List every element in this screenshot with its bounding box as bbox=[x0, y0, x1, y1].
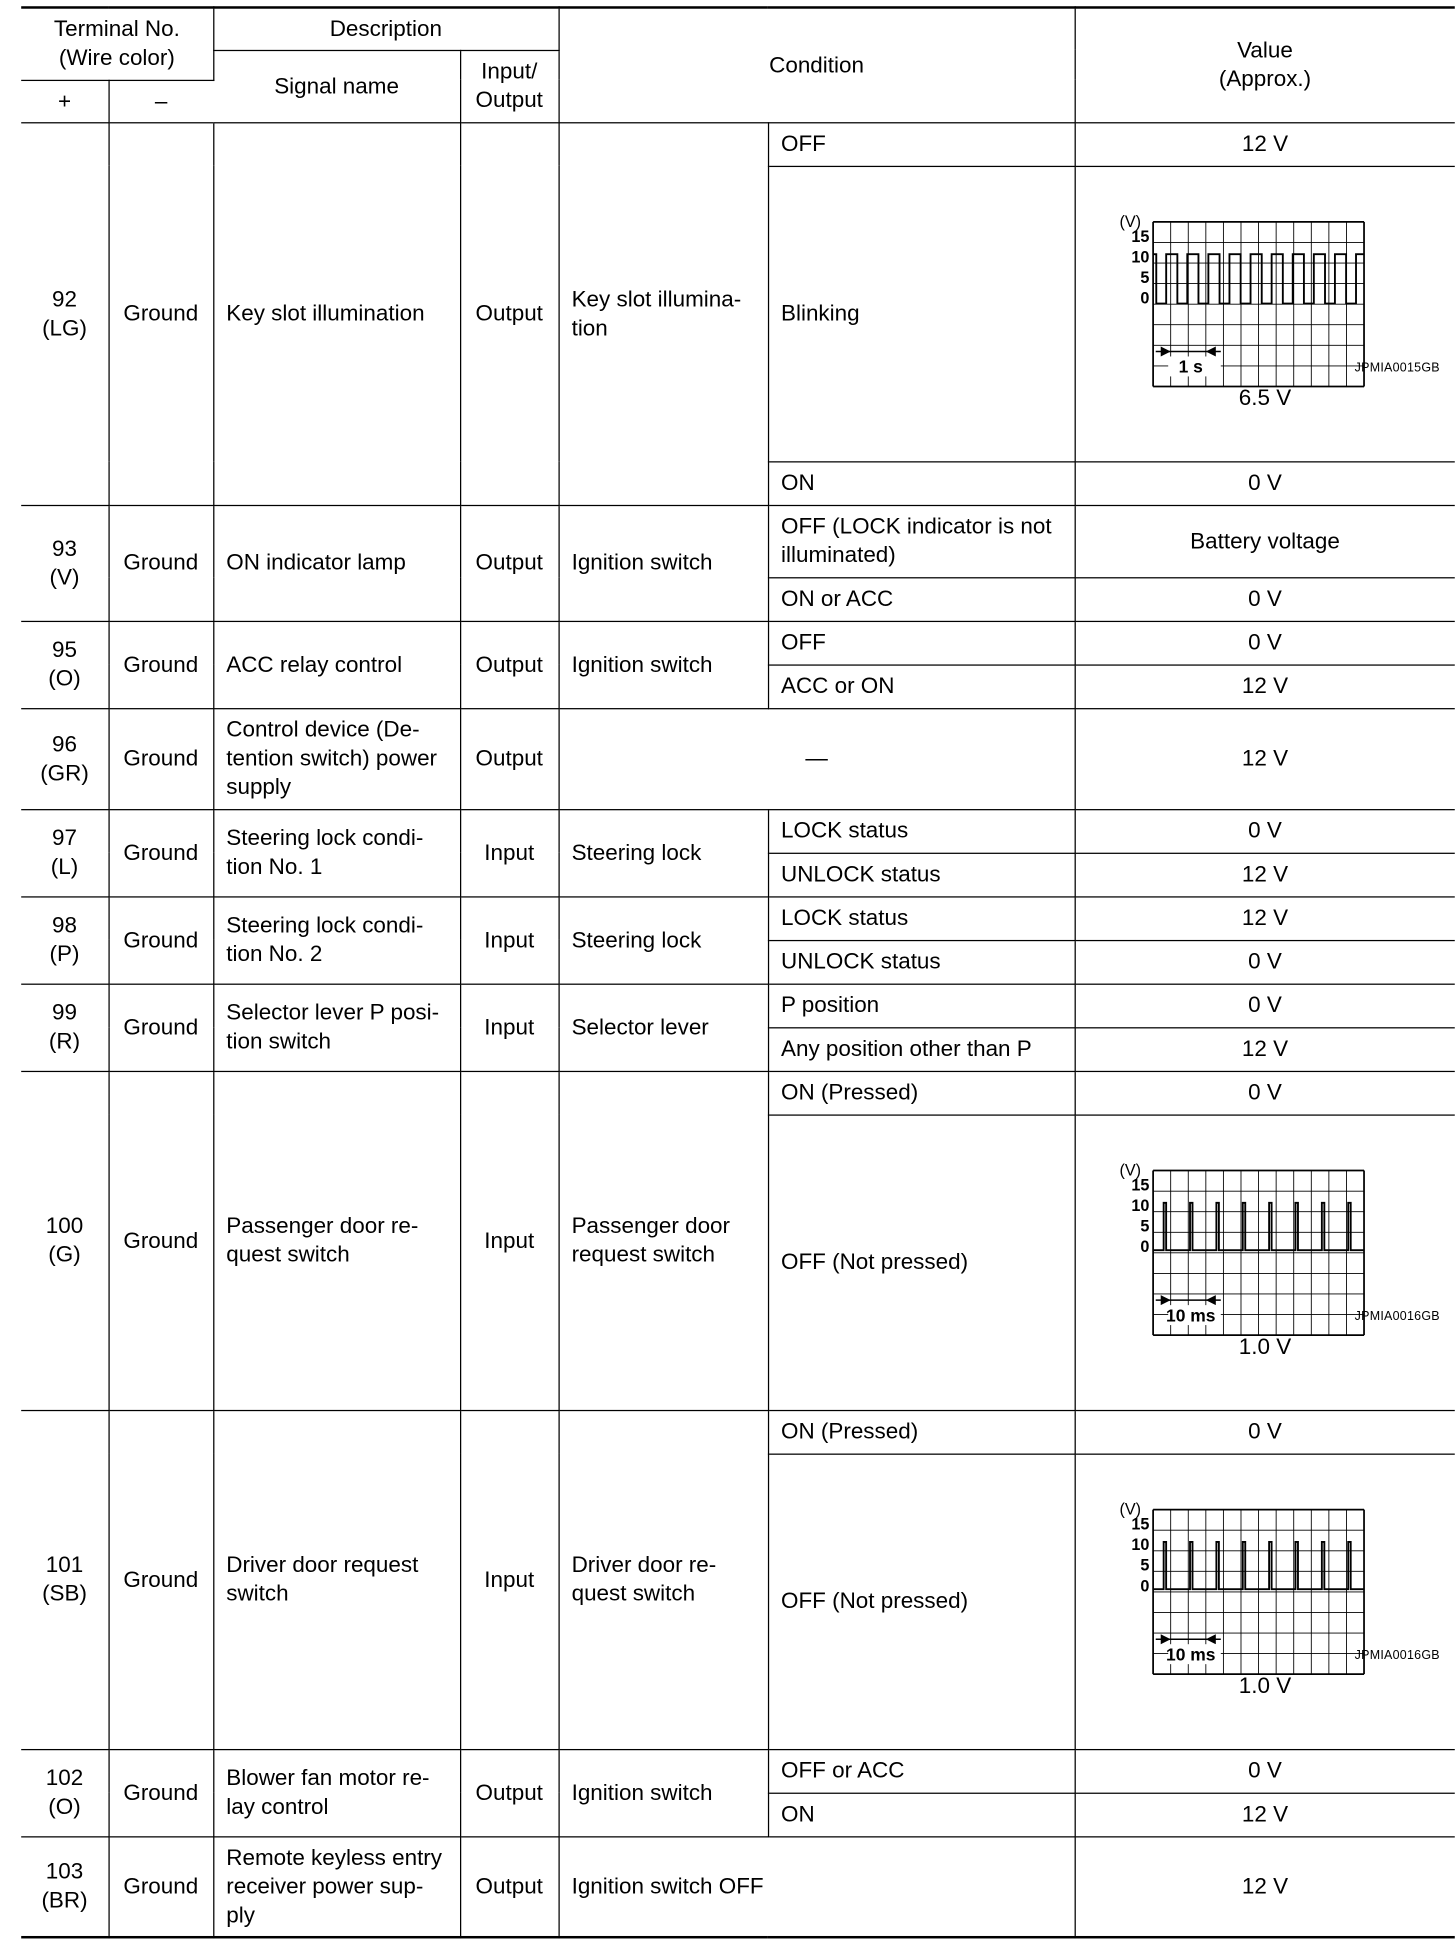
condition-cell: LOCK status bbox=[768, 809, 1075, 853]
condition-cell: UNLOCK status bbox=[768, 853, 1075, 897]
oscilloscope-figure bbox=[1075, 1454, 1455, 1748]
header-description: Description bbox=[213, 7, 558, 49]
condition-main-cell: Ignition switch bbox=[558, 1749, 767, 1836]
ground-cell: Ground bbox=[108, 1749, 213, 1836]
condition-cell: Ignition switch OFF bbox=[558, 1836, 1074, 1937]
time-marker-arrow bbox=[1160, 346, 1170, 356]
oscilloscope-cell bbox=[1075, 1114, 1455, 1409]
figure-code: JPMIA0016GB bbox=[1354, 1309, 1440, 1324]
ground-cell: Ground bbox=[108, 621, 213, 708]
condition-main-cell: Steering lock bbox=[558, 809, 767, 896]
ground-cell: Ground bbox=[108, 1410, 213, 1749]
signal-name-cell: Passenger door re-quest switch bbox=[213, 1071, 460, 1410]
value-cell: 0 V bbox=[1075, 940, 1455, 984]
terminal-number: 96 bbox=[52, 731, 77, 757]
header-row-1 bbox=[21, 7, 1455, 49]
signal-name-cell: Steering lock condi-tion No. 1 bbox=[213, 809, 460, 896]
header-value-approx: (Approx.) bbox=[1218, 66, 1312, 92]
signal-name-cell: ON indicator lamp bbox=[213, 505, 460, 621]
time-scale-label: 1 s bbox=[1178, 356, 1203, 377]
y-tick-label: 15 bbox=[1130, 1514, 1149, 1533]
table-row bbox=[21, 621, 1455, 665]
header-io-line1: Input/ bbox=[481, 58, 538, 84]
terminal-number: 97 bbox=[52, 825, 77, 851]
ground-cell: Ground bbox=[108, 1071, 213, 1410]
wire-color: (L) bbox=[50, 853, 79, 879]
signal-name-cell: Selector lever P posi-tion switch bbox=[213, 984, 460, 1071]
value-cell: 12 V bbox=[1075, 1793, 1455, 1837]
terminal-number: 95 bbox=[52, 637, 77, 662]
condition-main-cell: Ignition switch bbox=[558, 621, 767, 708]
terminal-number: 103 bbox=[45, 1858, 84, 1884]
table-row bbox=[21, 1071, 1455, 1115]
terminal-cell bbox=[21, 896, 108, 983]
terminal-cell bbox=[21, 809, 108, 896]
terminal-cell bbox=[21, 122, 108, 505]
io-cell: Output bbox=[460, 122, 559, 505]
io-cell: Output bbox=[460, 1749, 559, 1836]
header-condition: Condition bbox=[558, 7, 1074, 122]
condition-cell: P position bbox=[768, 984, 1075, 1028]
wire-color: (G) bbox=[48, 1241, 81, 1267]
condition-cell: ON bbox=[768, 1793, 1075, 1837]
header-signal-name: Signal name bbox=[213, 50, 460, 122]
table-row bbox=[21, 984, 1455, 1028]
value-cell: 12 V bbox=[1075, 664, 1455, 708]
axis-unit: (V) bbox=[1118, 212, 1141, 231]
oscilloscope-cell bbox=[1075, 166, 1455, 461]
condition-cell: Any position other than P bbox=[768, 1027, 1075, 1071]
ground-cell: Ground bbox=[108, 984, 213, 1071]
terminal-number: 99 bbox=[52, 999, 77, 1025]
condition-main-cell: Passenger door request switch bbox=[558, 1071, 767, 1410]
terminal-cell bbox=[21, 984, 108, 1071]
oscilloscope-figure bbox=[1075, 1115, 1455, 1409]
condition-cell: ON (Pressed) bbox=[768, 1071, 1075, 1115]
terminal-number: 100 bbox=[45, 1212, 84, 1238]
header-value bbox=[1075, 7, 1455, 122]
oscilloscope-graph bbox=[1075, 1115, 1454, 1409]
table-row bbox=[21, 809, 1455, 853]
value-cell: 0 V bbox=[1075, 621, 1455, 665]
y-tick-label: 0 bbox=[1139, 1576, 1149, 1595]
wire-color: (R) bbox=[48, 1028, 81, 1054]
scope-value: 6.5 V bbox=[1238, 384, 1292, 410]
wire-color: (SB) bbox=[42, 1580, 87, 1606]
value-cell: 12 V bbox=[1075, 1836, 1455, 1937]
value-cell: 12 V bbox=[1075, 1027, 1455, 1071]
io-cell: Output bbox=[460, 621, 559, 708]
terminal-number: 102 bbox=[45, 1765, 84, 1791]
condition-cell: Blinking bbox=[768, 166, 1075, 461]
y-tick-label: 15 bbox=[1130, 227, 1149, 246]
time-marker-arrow bbox=[1160, 1295, 1170, 1305]
oscilloscope-graph bbox=[1075, 166, 1454, 460]
signal-name-cell: Remote keyless entry receiver power sup-ply bbox=[213, 1836, 460, 1937]
condition-main-cell: Selector lever bbox=[558, 984, 767, 1071]
header-value-label: Value bbox=[1237, 37, 1293, 63]
io-cell: Input bbox=[460, 809, 559, 896]
table-row bbox=[21, 122, 1455, 166]
ground-cell: Ground bbox=[108, 1836, 213, 1937]
y-tick-label: 5 bbox=[1139, 1556, 1149, 1575]
terminal-cell bbox=[21, 1749, 108, 1836]
wire-color: (BR) bbox=[41, 1887, 88, 1913]
wire-color: (V) bbox=[49, 564, 80, 590]
terminal-cell bbox=[21, 1071, 108, 1410]
wire-color: (P) bbox=[49, 941, 80, 967]
time-marker-arrow bbox=[1205, 1295, 1215, 1305]
condition-cell: ACC or ON bbox=[768, 664, 1075, 708]
figure-code: JPMIA0016GB bbox=[1354, 1648, 1440, 1663]
terminal-cell bbox=[21, 621, 108, 708]
value-cell: 12 V bbox=[1075, 853, 1455, 897]
y-tick-label: 10 bbox=[1130, 1535, 1149, 1554]
time-marker-arrow bbox=[1205, 1634, 1215, 1644]
table-row bbox=[21, 896, 1455, 940]
ground-cell: Ground bbox=[108, 122, 213, 505]
condition-main-cell: Driver door re-quest switch bbox=[558, 1410, 767, 1749]
io-cell: Input bbox=[460, 1071, 559, 1410]
ground-cell: Ground bbox=[108, 809, 213, 896]
condition-cell: — bbox=[558, 708, 1074, 809]
condition-cell: LOCK status bbox=[768, 896, 1075, 940]
terminal-cell bbox=[21, 1836, 108, 1937]
table-row bbox=[21, 708, 1455, 809]
terminal-cell bbox=[21, 505, 108, 621]
time-marker-arrow bbox=[1160, 1634, 1170, 1644]
header-io bbox=[460, 50, 559, 122]
oscilloscope-graph bbox=[1075, 1454, 1454, 1748]
table-row bbox=[21, 505, 1455, 577]
wire-color: (O) bbox=[48, 1793, 81, 1819]
ground-cell: Ground bbox=[108, 505, 213, 621]
signal-name-cell: Driver door request switch bbox=[213, 1410, 460, 1749]
ground-cell: Ground bbox=[108, 896, 213, 983]
y-tick-label: 15 bbox=[1130, 1175, 1149, 1194]
wire-color: (O) bbox=[48, 665, 81, 691]
header-plus: + bbox=[21, 80, 108, 122]
value-cell: 12 V bbox=[1075, 708, 1455, 809]
time-scale-label: 10 ms bbox=[1165, 1643, 1215, 1664]
value-cell: 12 V bbox=[1075, 122, 1455, 166]
condition-cell: ON (Pressed) bbox=[768, 1410, 1075, 1454]
header-terminal-no-label: Terminal No. bbox=[53, 16, 180, 42]
signal-name-cell: Steering lock condi-tion No. 2 bbox=[213, 896, 460, 983]
io-cell: Output bbox=[460, 505, 559, 621]
io-cell: Input bbox=[460, 984, 559, 1071]
time-scale-label: 10 ms bbox=[1165, 1304, 1215, 1325]
value-cell: 0 V bbox=[1075, 1410, 1455, 1454]
condition-cell: OFF bbox=[768, 122, 1075, 166]
signal-name-cell: Control device (De-tention switch) power supply bbox=[213, 708, 460, 809]
terminal-number: 101 bbox=[45, 1552, 84, 1577]
condition-main-cell: Key slot illumina-tion bbox=[558, 122, 767, 505]
value-cell: 0 V bbox=[1075, 1749, 1455, 1793]
scope-value: 1.0 V bbox=[1238, 1333, 1292, 1359]
header-terminal-no bbox=[21, 7, 213, 79]
y-tick-label: 0 bbox=[1139, 288, 1149, 307]
table-row bbox=[21, 1836, 1455, 1937]
signal-name-cell: ACC relay control bbox=[213, 621, 460, 708]
table-row bbox=[21, 1410, 1455, 1454]
signal-name-cell: Key slot illumination bbox=[213, 122, 460, 505]
wire-color: (GR) bbox=[40, 759, 89, 785]
io-cell: Output bbox=[460, 708, 559, 809]
figure-code: JPMIA0015GB bbox=[1354, 360, 1440, 375]
value-cell: 0 V bbox=[1075, 461, 1455, 505]
y-tick-label: 10 bbox=[1130, 1196, 1149, 1215]
header-minus: – bbox=[108, 80, 213, 122]
condition-cell: UNLOCK status bbox=[768, 940, 1075, 984]
ground-cell: Ground bbox=[108, 708, 213, 809]
y-tick-label: 5 bbox=[1139, 1217, 1149, 1236]
condition-cell: ON or ACC bbox=[768, 577, 1075, 621]
header-wire-color-label: (Wire color) bbox=[58, 45, 175, 71]
terminal-cell bbox=[21, 1410, 108, 1749]
time-marker-arrow bbox=[1205, 346, 1215, 356]
y-tick-label: 10 bbox=[1130, 247, 1149, 266]
terminal-number: 93 bbox=[52, 535, 77, 561]
io-cell: Output bbox=[460, 1836, 559, 1937]
axis-unit: (V) bbox=[1118, 1499, 1141, 1518]
oscilloscope-cell bbox=[1075, 1454, 1455, 1749]
terminal-cell bbox=[21, 708, 108, 809]
io-cell: Input bbox=[460, 896, 559, 983]
axis-unit: (V) bbox=[1118, 1160, 1141, 1179]
terminal-spec-table bbox=[21, 6, 1455, 1938]
y-tick-label: 5 bbox=[1139, 268, 1149, 287]
value-cell: 0 V bbox=[1075, 1071, 1455, 1115]
terminal-number: 98 bbox=[52, 912, 77, 938]
table-row bbox=[21, 1749, 1455, 1793]
terminal-number: 92 bbox=[52, 286, 77, 312]
condition-main-cell: Ignition switch bbox=[558, 505, 767, 621]
wire-color: (LG) bbox=[42, 314, 87, 340]
io-cell: Input bbox=[460, 1410, 559, 1749]
value-cell: 0 V bbox=[1075, 577, 1455, 621]
value-cell: Battery voltage bbox=[1075, 505, 1455, 577]
y-tick-label: 0 bbox=[1139, 1237, 1149, 1256]
scope-value: 1.0 V bbox=[1238, 1672, 1292, 1698]
oscilloscope-figure bbox=[1075, 166, 1455, 460]
value-cell: 0 V bbox=[1075, 984, 1455, 1028]
condition-cell: OFF (Not pressed) bbox=[768, 1114, 1075, 1409]
value-cell: 12 V bbox=[1075, 896, 1455, 940]
condition-cell: ON bbox=[768, 461, 1075, 505]
header-io-line2: Output bbox=[475, 87, 543, 113]
condition-cell: OFF (Not pressed) bbox=[768, 1454, 1075, 1749]
condition-cell: OFF or ACC bbox=[768, 1749, 1075, 1793]
condition-cell: OFF bbox=[768, 621, 1075, 665]
condition-cell: OFF (LOCK indicator is not illuminated) bbox=[768, 505, 1075, 577]
signal-name-cell: Blower fan motor re-lay control bbox=[213, 1749, 460, 1836]
value-cell: 0 V bbox=[1075, 809, 1455, 853]
condition-main-cell: Steering lock bbox=[558, 896, 767, 983]
